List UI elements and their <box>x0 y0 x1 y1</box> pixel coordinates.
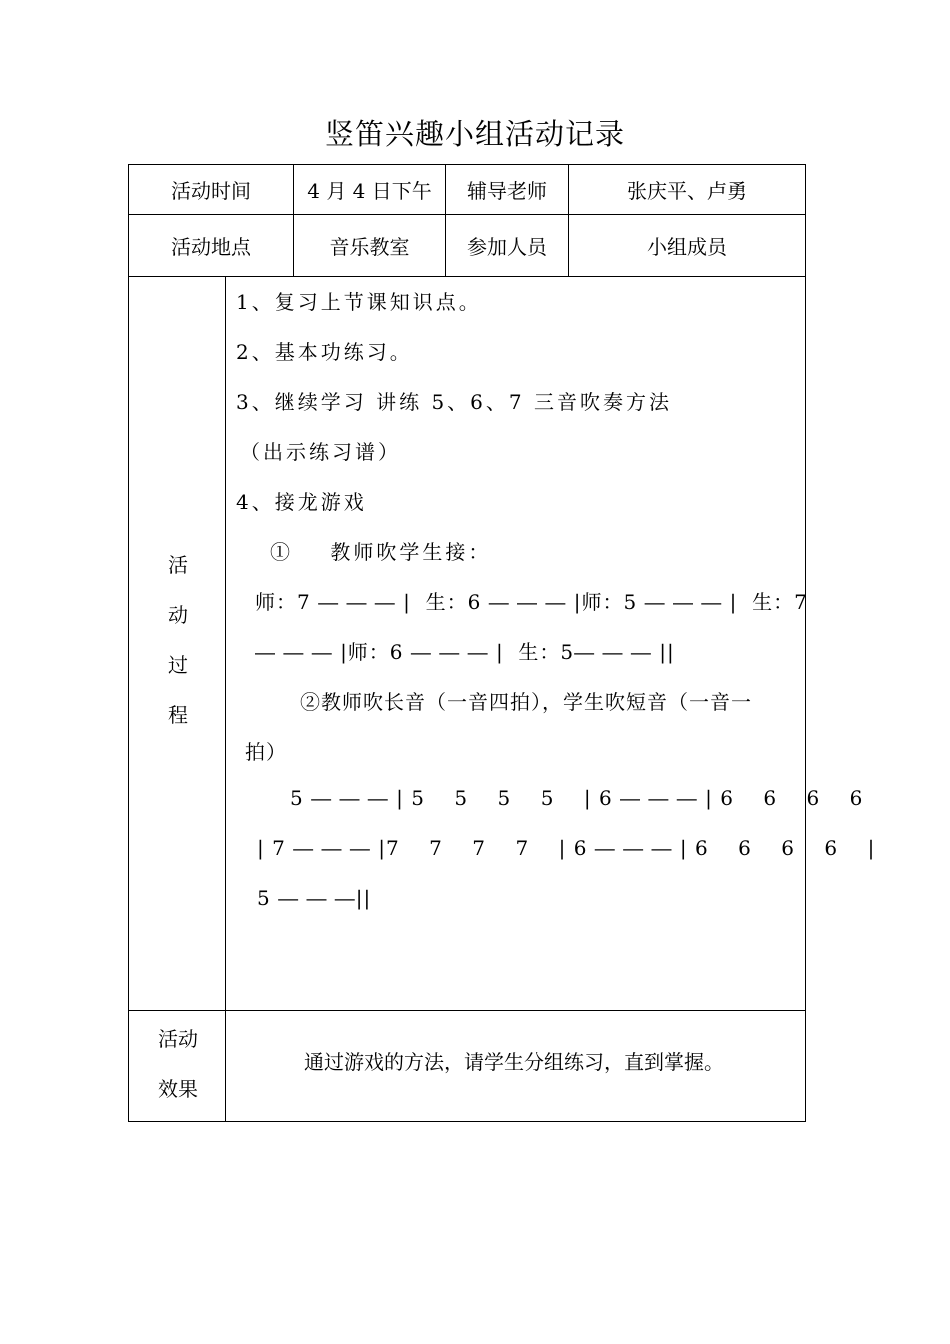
effect-label-line: 活动 <box>158 1027 198 1051</box>
process-line: 4、接龙游戏 <box>236 490 367 514</box>
place-value: 音乐教室 <box>329 235 410 259</box>
table-border-left <box>128 164 129 1122</box>
effect-label <box>130 1014 226 1114</box>
process-line: ① 教师吹学生接： <box>270 540 492 564</box>
table-row-divider <box>128 276 806 277</box>
process-label-char: 活 <box>168 553 188 577</box>
effect-label-line: 效果 <box>158 1077 198 1101</box>
process-label-char: 程 <box>168 703 188 727</box>
notation-line: 5 ― ― ―|| <box>257 886 372 910</box>
effect-text: 通过游戏的方法，请学生分组练习，直到掌握。 <box>304 1050 724 1074</box>
notation-line: ― ― ― |师：6 ― ― ― | 生：5― ― ― || <box>255 640 675 664</box>
table-border-bottom <box>128 1121 806 1122</box>
members-value: 小组成员 <box>647 235 727 259</box>
process-line: 拍） <box>245 740 287 764</box>
process-line: 3、继续学习 讲练 5、6、7 三音吹奏方法 <box>236 390 672 414</box>
teacher-value: 张庆平、卢勇 <box>627 179 747 203</box>
process-line: （出示练习谱） <box>240 440 401 464</box>
notation-line: 5 ― ― ― | 5 5 5 5 | 6 ― ― ― | 6 6 6 6 <box>290 786 864 810</box>
page-title: 竖笛兴趣小组活动记录 <box>324 117 625 151</box>
process-line: ②教师吹长音（一音四拍），学生吹短音（一音一 <box>300 690 752 714</box>
notation-line: 师：7 ― ― ― | 生：6 ― ― ― |师：5 ― ― ― | 生：7 <box>255 590 808 614</box>
process-label-char: 动 <box>168 603 188 627</box>
members-label: 参加人员 <box>467 235 547 259</box>
process-line: 1、复习上节课知识点。 <box>236 290 482 314</box>
process-label-char: 过 <box>168 653 188 677</box>
notation-line: | 7 ― ― ― |7 7 7 7 | 6 ― ― ― | 6 6 6 6 | <box>257 836 876 860</box>
process-label <box>130 540 226 740</box>
process-line: 2、基本功练习。 <box>236 340 413 364</box>
table-border-right <box>805 164 806 1122</box>
time-value: 4 月 4 日下午 <box>307 179 432 203</box>
table-row-divider <box>128 1010 806 1011</box>
time-label: 活动时间 <box>171 179 251 203</box>
place-label: 活动地点 <box>171 235 251 259</box>
teacher-label: 辅导老师 <box>467 179 547 203</box>
